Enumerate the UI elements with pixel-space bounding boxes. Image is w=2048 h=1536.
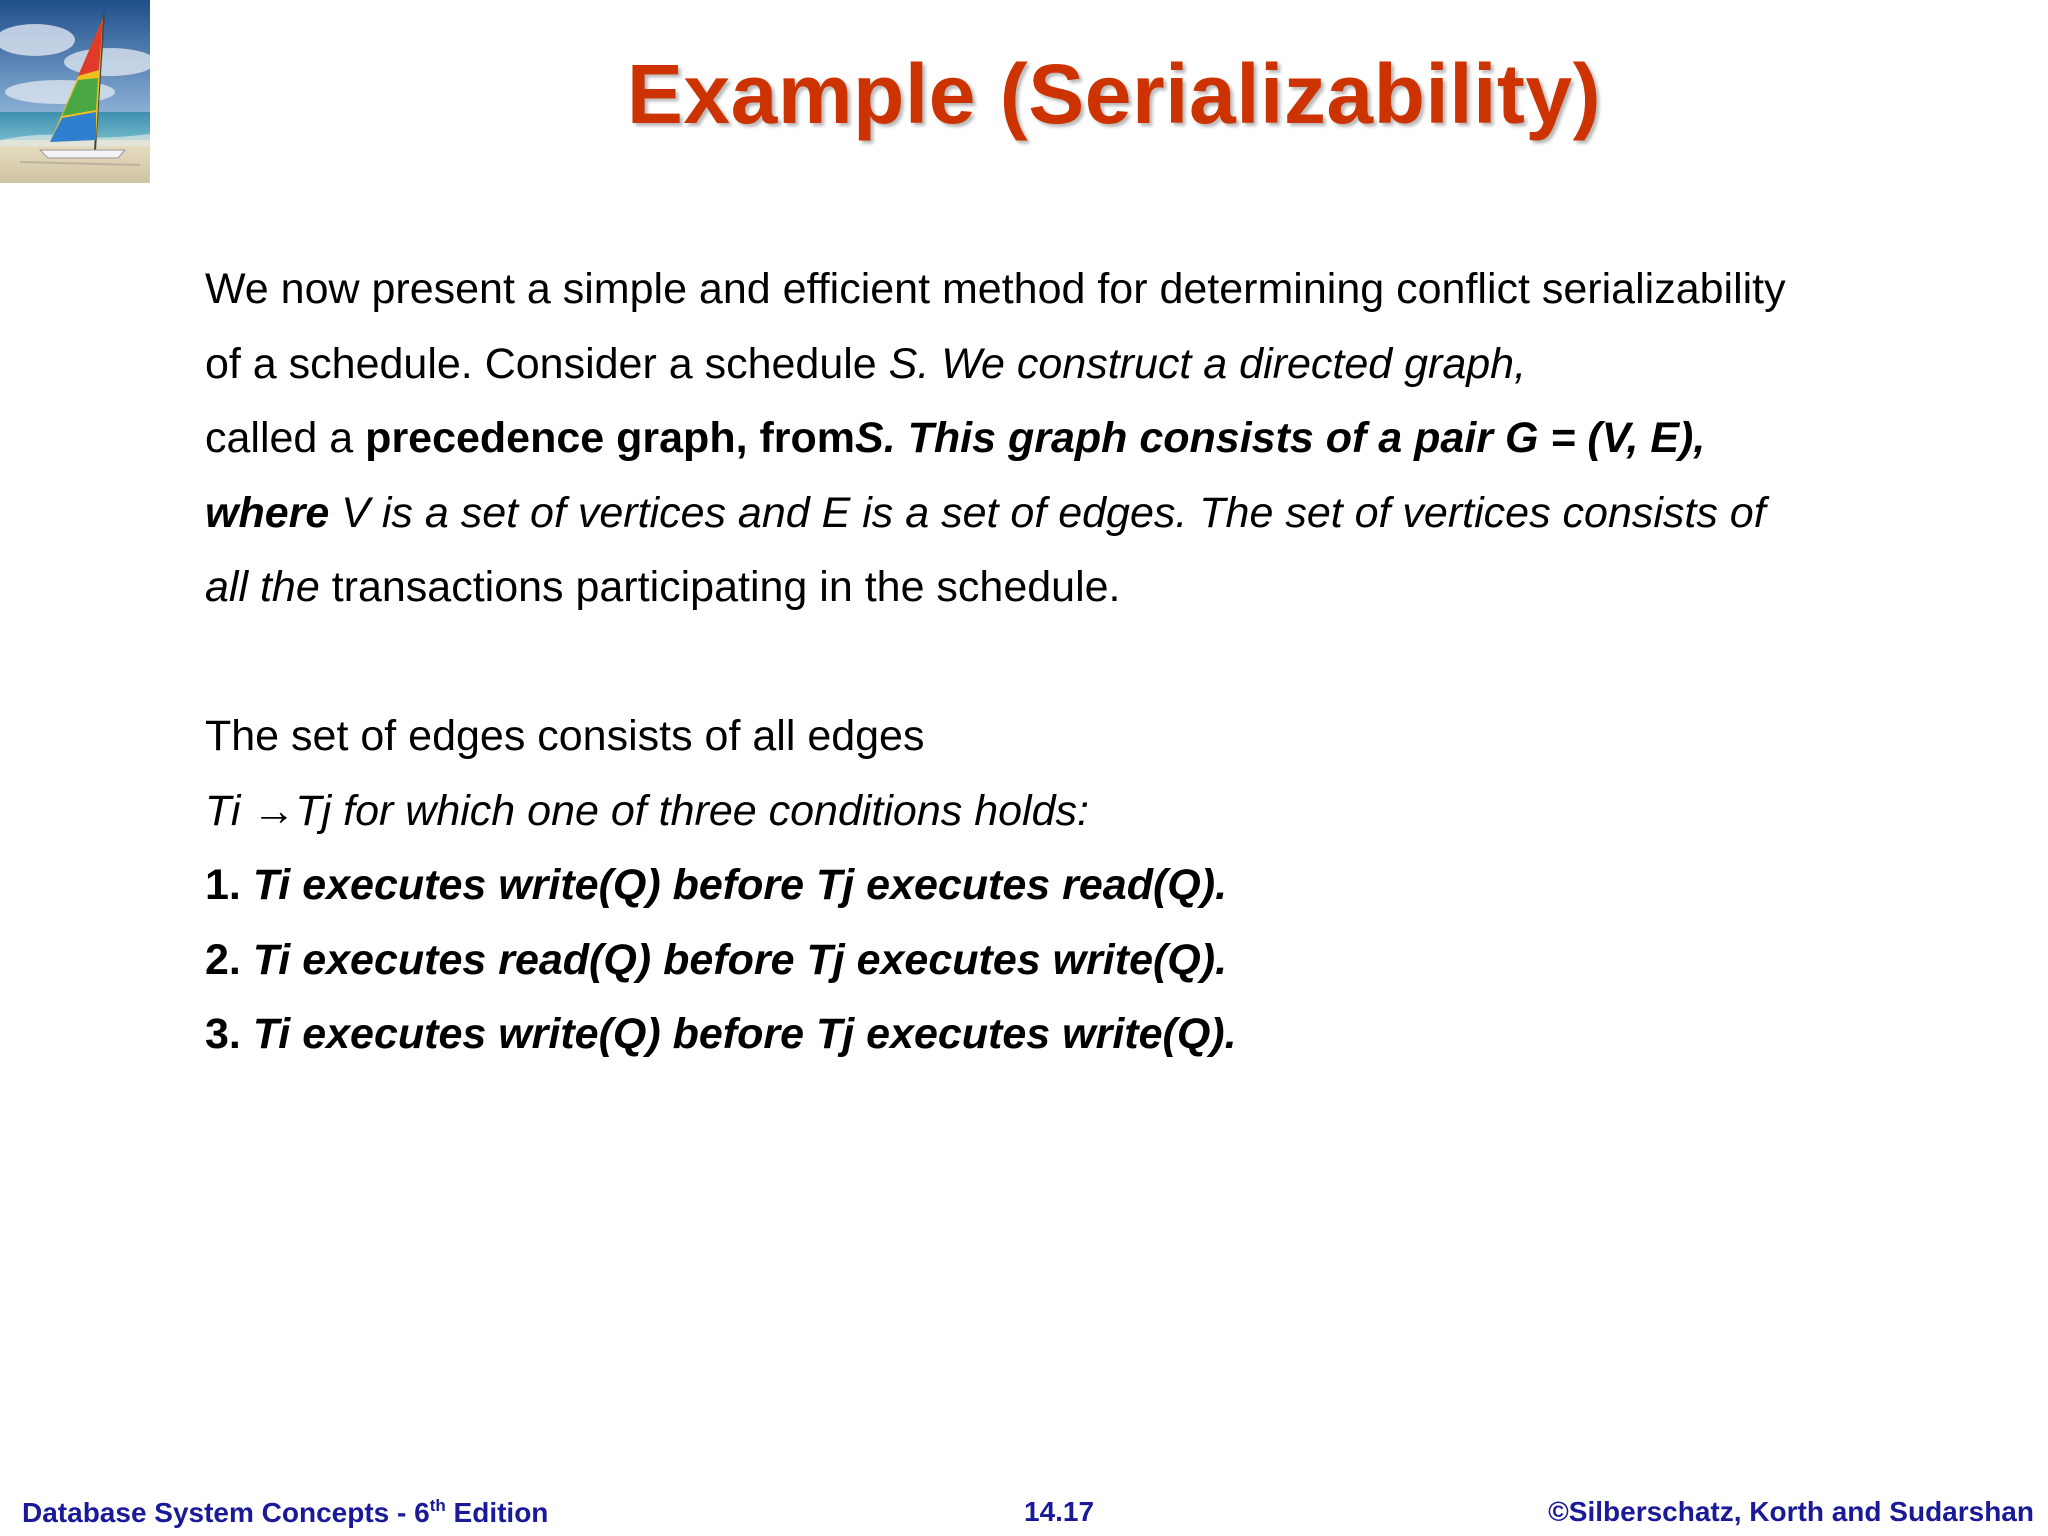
condition-item [205,997,1925,1072]
condition-text: Ti executes read(Q) before Tj executes write(Q). [252,935,1228,984]
paragraph-2-line-2 [205,774,1925,849]
condition-item [205,848,1925,923]
text-span-bold: precedence graph, from [365,414,856,462]
condition-item [205,923,1925,998]
paragraph-1-line-2 [205,327,1925,402]
paragraph-gap [205,625,1925,700]
text-span-bold-italic: where [205,488,330,537]
footer-text: Database System Concepts - 6 [22,1497,430,1528]
condition-number: 1. [205,861,253,909]
paragraph-2-line-1 [205,699,1925,774]
text-span: called a [205,414,366,462]
condition-number: 2. [205,935,253,984]
condition-text: Ti executes write(Q) before Tj executes write(Q). [252,1010,1237,1058]
footer-text: Edition [445,1497,549,1528]
slide-footer [0,1496,2048,1536]
footer-superscript: th [429,1496,446,1515]
condition-text: Ti executes write(Q) before Tj executes read(Q). [252,861,1228,909]
footer-book-title [22,1496,548,1529]
text-span: transactions participating in the schedule. [319,563,1121,611]
text-span: We now present a simple and efficient method for determining conflict serializability [205,265,1786,313]
text-span-italic: all the [205,563,320,611]
footer-page-number: 14.17 [1024,1496,1095,1527]
text-span-italic: V is a set of vertices and E is a set of edges. The set of vertices consists of [329,488,1766,537]
paragraph-1-line-5 [205,550,1925,625]
text-span-italic: S. We construct a directed graph, [888,339,1527,388]
text-span: of a schedule. Consider a schedule [205,339,889,388]
slide-title: Example (Serializability) [626,47,1602,141]
text-span: The set of edges consists of all edges [205,712,925,760]
paragraph-1-line-4 [205,476,1925,551]
text-span-bold-italic: S. This graph consists of a pair G = (V, E), [855,414,1706,462]
slide-body [205,252,1925,1072]
paragraph-1-line-3 [205,401,1925,476]
condition-number: 3. [205,1010,253,1058]
footer-copyright: ©Silberschatz, Korth and Sudarshan [1548,1496,2034,1527]
text-span-italic: Ti →Tj for which one of three conditions holds: [205,786,1089,835]
paragraph-1-line-1 [205,252,1925,327]
